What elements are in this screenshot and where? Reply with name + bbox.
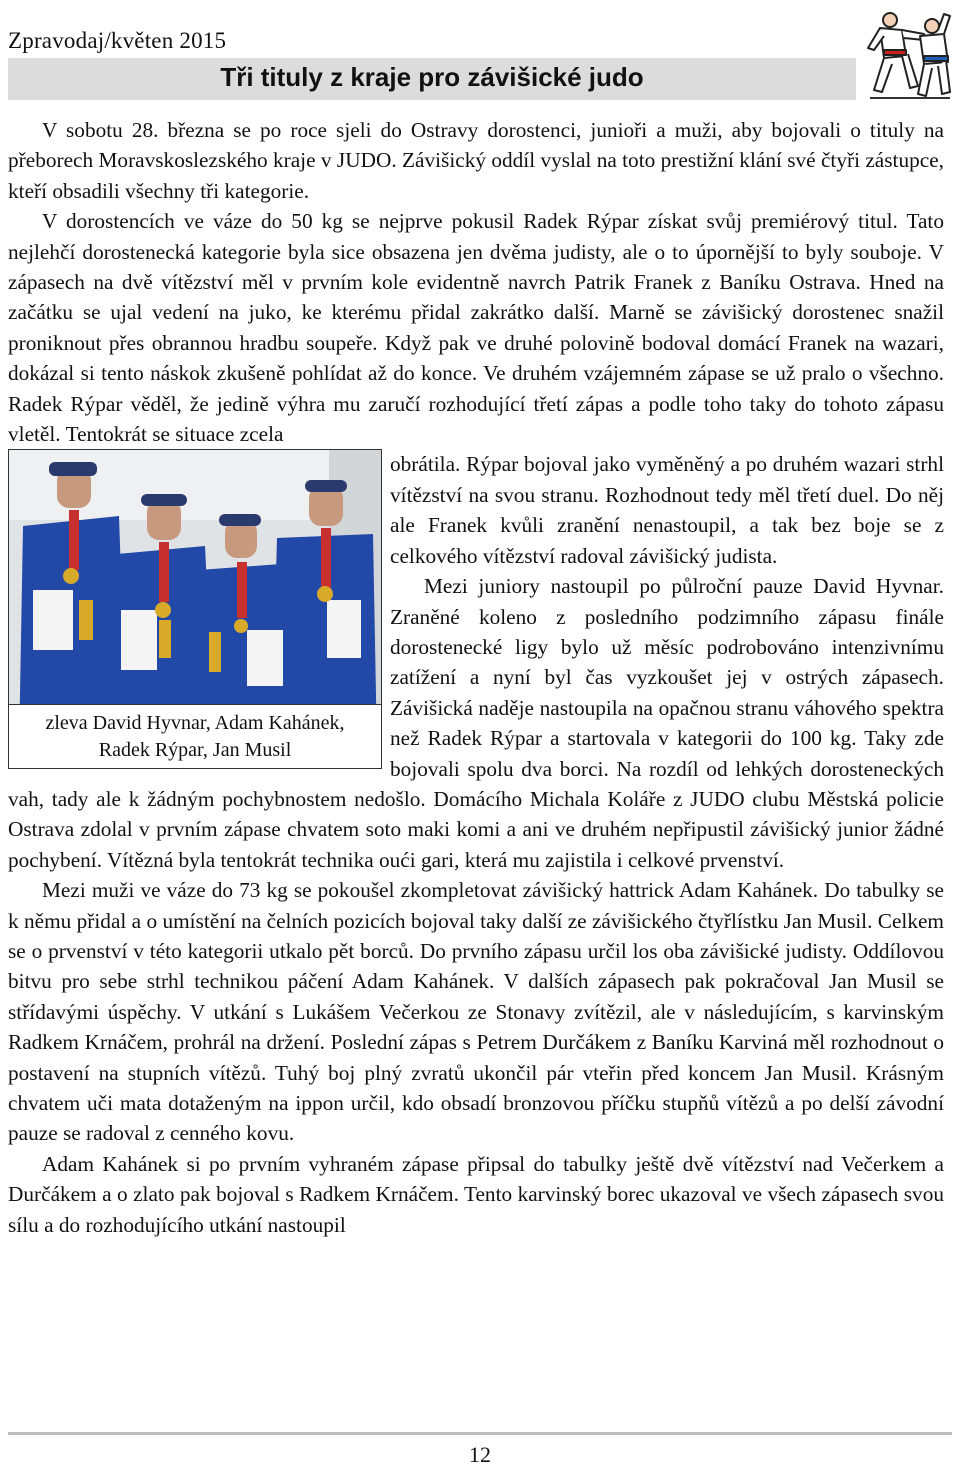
article-paragraph: Adam Kahánek si po prvním vyhraném zápase připsal do tabulky ještě dvě vítězství nad Večerkem a Durčákem a o zlato pak bojoval s Radkem Krnáčem. Tento karvinský borec ukazoval ve všech zápasech svou sílu a do rozhodujícího utkání nastoupil [8, 1151, 944, 1237]
photo-caption [9, 704, 381, 768]
issue-label: Zpravodaj/květen 2015 [8, 28, 227, 53]
article-paragraph: V dorostencích ve váze do 50 kg se nejprve pokusil Radek Rýpar získat svůj premiérový titul. Tato nejlehčí dorostenecká kategorie byla sice obsazena jen dvěma judisty, ale o to úpornější to byly souboje. V zápasech na dvě vítězství měl v prvním kole evidentně navrch Patrik Franek z Baníku Ostrava. Hned na začátku se ujal vedení na juko, ke kterému přidal zakrátko další. Marně se závišický dorostenec snažil proniknout přes obrannou hradbu soupeře. Když pak ve druhé polovině bodoval domácí Franek na wazari, dokázal si tento náskok zkušeně pohlídat až do konce. Ve druhém vzájemném zápase se už pralo o všechno. Radek Rýpar věděl, že jedině výhra mu zaručí rozhodující třetí zápas a podle toho taky do tohoto zápasu vletěl. Tentokrát se situace zcela [8, 209, 944, 447]
team-photo [8, 449, 382, 769]
page-number: 12 [469, 1442, 491, 1467]
photo-caption-line: zleva David Hyvnar, Adam Kahánek, [45, 712, 345, 735]
article-paragraph: obrátila. Rýpar bojoval jako vyměněný a po druhém wazari strhl vítězství na svou stranu. Rozhodnout tedy měl třetí duel. Do něj ale Franek kvůli zranění nenastoupil, a tak bez boje se z celkového vítězství radoval závišický judista. [390, 452, 944, 568]
article-paragraph: Mezi juniory nastoupil po půlroční pauze David Hyvnar. Zraněné koleno z posledního podzimního zápasu finále dorostenecké ligy bylo už měsíc podrobováno intenzivnímu zatížení a nyní byl čas vyzkoušet jej v ostrých zápasech. Závišická naděje nastoupila na opačnou stranu váhového spektra než Radek Rýpar a startovala v kategorii do 100 kg. Taky zde bojovali spolu dva borci. Na rozdíl od lehkých dorosteneckých vah, tady ale k žádným pochybnostem nedošlo. Domácího Michala Koláře z JUDO clubu Městská policie Ostrava zdolal v prvním zápase chvatem soto maki komi a ani ve druhém nepřipustil závišický junior žádné pochybení. Vítězná byla tentokrát technika oući gari, která mu zajistila i celkové prvenství. [8, 574, 944, 872]
article-paragraph: V sobotu 28. března se po roce sjeli do Ostravy dorostenci, junioři a muži, aby bojovali o tituly na přeborech Moravskoslezského kraje v JUDO. Závišický oddíl vyslal na toto prestižní klání své čtyři zástupce, kteří obsadili všechny tři kategorie. [8, 118, 944, 203]
photo-caption-line: Radek Rýpar, Jan Musil [98, 739, 292, 762]
judo-throw-illustration-icon [862, 4, 954, 102]
article-paragraph: Mezi muži ve váze do 73 kg se pokoušel zkompletovat závišický hattrick Adam Kahánek. Do tabulky se k němu přidal a o umístění na čelních pozicích bojoval taky další ze závišického čtyřlístku Jan Musil. Celkem se o prvenství v této kategorii utkalo pět borců. Do prvního zápasu určil los oba závišické judisty. Oddílovou bitvu pro sebe strhl technikou páčení Adam Kahánek. V dalších zápasech pak pokračoval Jan Musil se střídavými úspěchy. V utkání s Lukášem Večerkou ze Stonavy zvítězil, ale v následujícím, s karvinským Radkem Krnáčem, prohrál na držení. Poslední zápas s Petrem Durčákem z Baníku Karviná měl rozhodnout o postavení na stupních vítězů. Tuhý boj plný zvratů ukončil pár vteřin před koncem Jan Musil. Krásným chvatem uči mata dotaženým na ippon určil, kdo obsadí bronzovou příčku stupňů vítězů a po delší závodní pauze se radoval z cenného kovu. [8, 878, 944, 1146]
article-title: Tři tituly z kraje pro závišické judo [220, 62, 644, 92]
footer-rule [8, 1432, 952, 1435]
article-body [8, 115, 944, 1240]
team-photo-figure [8, 449, 382, 779]
